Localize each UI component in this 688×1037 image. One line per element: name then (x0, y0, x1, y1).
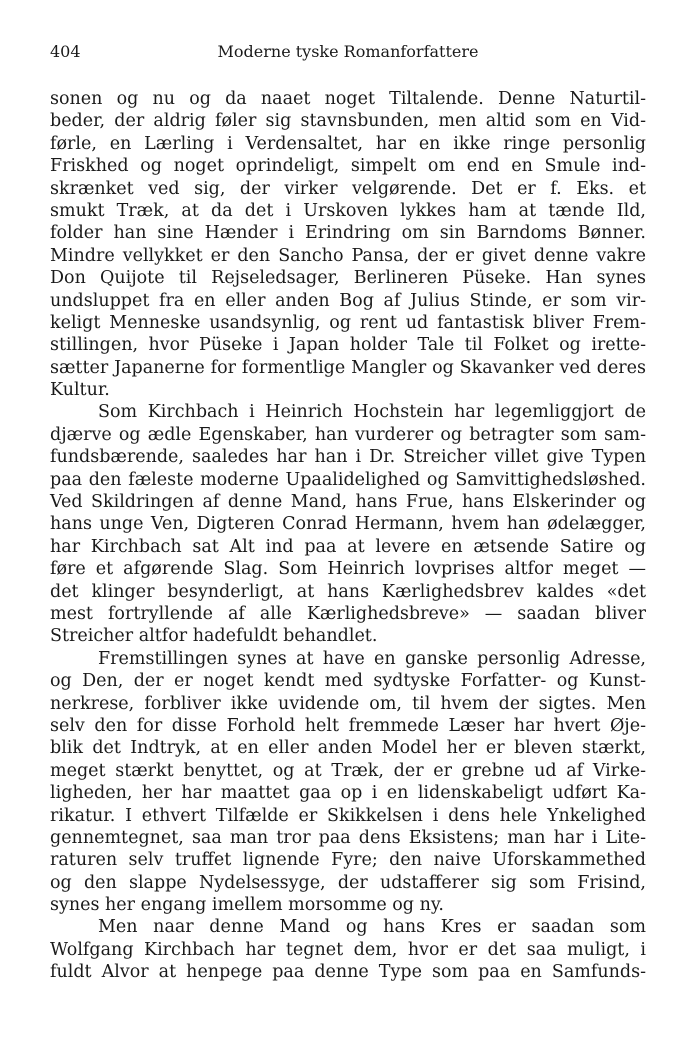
text-line: Don Quijote til Rejseledsager, Berlineren Püseke. Han synes (50, 268, 646, 289)
text-line: stillingen, hvor Püseke i Japan holder Tale til Folket og irette- (50, 335, 646, 356)
text-line: Kultur. (50, 380, 110, 401)
text-line: undsluppet fra en eller anden Bog af Julius Stinde, er som vir- (50, 290, 646, 311)
text-line: sonen og nu og da naaet noget Tiltalende. Denne Naturtil- (50, 89, 646, 109)
text-line: førle, en Lærling i Verdensaltet, har en ikke ringe personlig (50, 133, 646, 154)
text-line: hans unge Ven, Digteren Conrad Hermann, hvem han ødelægger, (50, 514, 646, 535)
text-line: fundsbærende, saaledes har han i Dr. Streicher villet give Typen (50, 447, 646, 468)
text-line: ligheden, her har maattet gaa op i en lidenskabeligt udført Ka- (50, 783, 646, 804)
text-line: beder, der aldrig føler sig stavnsbunden, men altid som en Vid- (50, 111, 646, 132)
text-line: djærve og ædle Egenskaber, han vurderer og betragter som sam- (50, 424, 646, 445)
text-line: synes her engang imellem morsomme og ny. (50, 895, 444, 916)
page-header (50, 42, 646, 64)
text-line: raturen selv truffet lignende Fyre; den naive Uforskammethed (50, 850, 646, 871)
text-line: selv den for disse Forhold helt fremmede Læser har hvert Øje- (50, 715, 646, 736)
text-line: meget stærkt benyttet, og at Træk, der er grebne ud af Virke- (50, 760, 646, 781)
text-line: Wolfgang Kirchbach har tegnet dem, hvor er det saa muligt, i (50, 939, 646, 960)
text-line: mest fortryllende af alle Kærlighedsbreve» — saadan bliver (50, 603, 646, 624)
running-title: Moderne tyske Romanforfattere (217, 42, 479, 61)
text-line: føre et afgørende Slag. Som Heinrich lovprises altfor meget — (50, 559, 646, 580)
text-line: fuldt Alvor at henpege paa denne Type som paa en Samfunds- (50, 962, 646, 983)
text-line: paa den fæleste moderne Upaalidelighed og Samvittighedsløshed. (50, 469, 646, 490)
text-line: Mindre vellykket er den Sancho Pansa, der er givet denne vakre (50, 245, 646, 266)
text-line: rikatur. I ethvert Tilfælde er Skikkelsen i dens hele Ynkelighed (50, 805, 646, 826)
text-line: og den slappe Nydelsessyge, der udstafferer sig som Frisind, (50, 872, 646, 893)
text-line: sætter Japanerne for formentlige Mangler og Skavanker ved deres (50, 357, 646, 378)
text-line: skrænket ved sig, der virker velgørende. Det er f. Eks. et (50, 178, 646, 199)
text-line: Friskhed og noget oprindeligt, simpelt om end en Smule ind- (50, 156, 646, 177)
body-text (50, 88, 646, 984)
text-line: det klinger besynderligt, at hans Kærlighedsbrev kaldes «det (50, 581, 646, 602)
text-line: keligt Menneske usandsynlig, og rent ud fantastisk bliver Frem- (50, 312, 646, 333)
text-line: Streicher altfor hadefuldt behandlet. (50, 626, 378, 647)
page-number: 404 (50, 42, 81, 61)
text-line: Som Kirchbach i Heinrich Hochstein har legemliggjort de (98, 402, 646, 423)
text-line: Ved Skildringen af denne Mand, hans Frue, hans Elskerinder og (50, 492, 646, 513)
text-line: Men naar denne Mand og hans Kres er saadan som (98, 917, 646, 938)
text-line: nerkrese, forbliver ikke uvidende om, til hvem der sigtes. Men (50, 693, 646, 714)
text-line: folder han sine Hænder i Erindring om sin Barndoms Bønner. (50, 223, 646, 244)
text-line: blik det Indtryk, at en eller anden Model her er bleven stærkt, (50, 738, 646, 759)
text-line: smukt Træk, at da det i Urskoven lykkes ham at tænde Ild, (50, 200, 646, 221)
text-line: og Den, der er noget kendt med sydtyske Forfatter- og Kunst- (50, 671, 646, 692)
text-line: gennemtegnet, saa man tror paa dens Eksistens; man har i Lite- (50, 827, 646, 848)
text-line: Fremstillingen synes at have en ganske personlig Adresse, (98, 648, 646, 669)
text-line: har Kirchbach sat Alt ind paa at levere en ætsende Satire og (50, 536, 646, 557)
